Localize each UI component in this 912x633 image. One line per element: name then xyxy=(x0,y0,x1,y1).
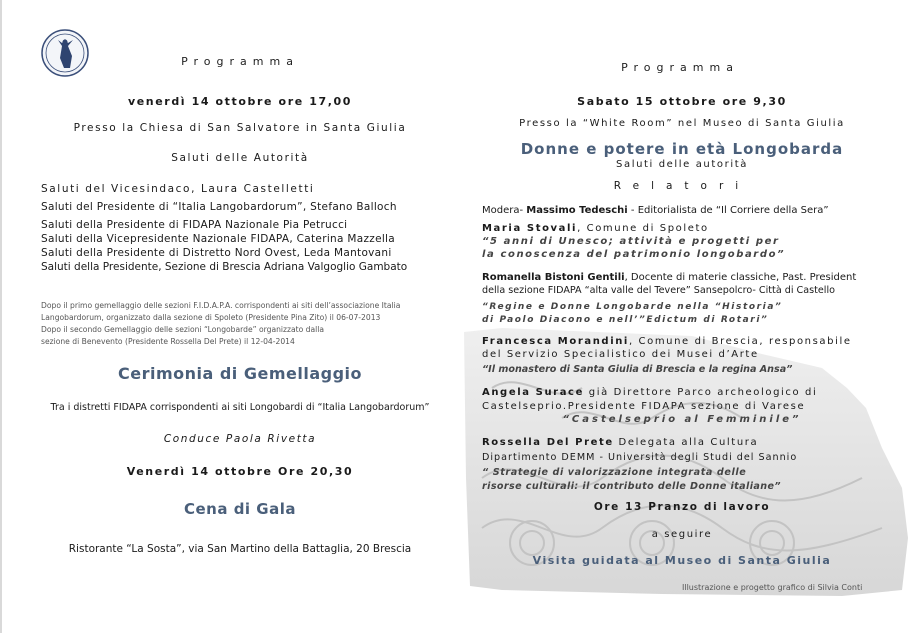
right-venue: Presso la “White Room” nel Museo di Santa Giulia xyxy=(519,118,845,129)
left-venue: Presso la Chiesa di San Salvatore in Santa Giulia xyxy=(73,122,407,134)
speaker-role-line: della sezione FIDAPA “alta valle del Tevere” Sansepolcro- Città di Castello xyxy=(482,285,835,296)
right-heading: Programma xyxy=(621,61,739,74)
ceremony-subtitle: Tra i distretti FIDAPA corrispondenti ai siti Longobardi di “Italia Langobardorum” xyxy=(50,402,430,413)
lunch: Ore 13 Pranzo di lavoro xyxy=(593,501,771,513)
speaker-name: Angela Surace xyxy=(482,387,584,398)
moderator-name: Massimo Tedeschi xyxy=(526,205,628,216)
ceremony-title: Cerimonia di Gemellaggio xyxy=(117,364,363,383)
saluti-line: Saluti della Presidente di Distretto Nord Ovest, Leda Mantovani xyxy=(41,247,392,259)
speaker-role-line: del Servizio Specialistico dei Musei d’Arte xyxy=(482,349,759,360)
credits: Illustrazione e progetto grafico di Silvia Conti xyxy=(682,583,863,592)
speaker-name: Francesca Morandini xyxy=(482,336,629,347)
talk-title: “Regine e Donne Longobarde nella “Historia” xyxy=(482,302,783,312)
restaurant: Ristorante “La Sosta”, via San Martino della Battaglia, 20 Brescia xyxy=(68,543,412,555)
speaker-role-line: Castelseprio.Presidente FIDAPA sezione di Varese xyxy=(482,401,806,412)
presenter: Conduce Paola Rivetta xyxy=(163,433,317,445)
talk-title: “5 anni di Unesco; attività e progetti per xyxy=(482,236,780,247)
saluti-line: Saluti della Presidente di FIDAPA Nazionale Pia Petrucci xyxy=(41,219,348,231)
saluti-line: Saluti del Presidente di “Italia Langobardorum”, Stefano Balloch xyxy=(41,201,397,213)
speaker-role: , Docente di materie classiche, Past. President xyxy=(624,272,857,283)
a-seguire: a seguire xyxy=(651,529,713,540)
speaker-line xyxy=(482,223,709,234)
talk-title: la conoscenza del patrimonio longobardo” xyxy=(482,249,786,260)
speaker-role: , Comune di Brescia, responsabile xyxy=(628,336,852,347)
emblem-icon xyxy=(40,28,90,78)
gala-date: Venerdì 14 ottobre Ore 20,30 xyxy=(126,465,354,478)
note-line: sezione di Benevento (Presidente Rossella Del Prete) il 12-04-2014 xyxy=(41,337,295,346)
speaker-role: Delegata alla Cultura xyxy=(613,437,759,448)
speaker-line xyxy=(482,272,856,283)
saluti-line: Saluti della Presidente, Sezione di Brescia Adriana Valgoglio Gambato xyxy=(41,261,408,273)
right-date: Sabato 15 ottobre ore 9,30 xyxy=(577,95,787,108)
talk-title: “Il monastero di Santa Giulia di Brescia e la regina Ansa” xyxy=(482,364,793,375)
speaker-line xyxy=(482,387,817,398)
speaker-line xyxy=(482,336,852,347)
note-line: Dopo il primo gemellaggio delle sezioni F.I.D.A.P.A. corrispondenti ai siti dell’associazione Italia xyxy=(41,301,401,310)
speaker-name: Rossella Del Prete xyxy=(482,437,614,448)
speaker-role: già Direttore Parco archeologico di xyxy=(583,387,818,398)
moderator xyxy=(482,205,829,216)
speaker-name: Romanella Bistoni Gentili xyxy=(482,272,625,283)
talk-title: di Paolo Diacono e nell’”Edictum di Rotari” xyxy=(482,315,769,325)
left-edge xyxy=(0,0,2,633)
gala-title: Cena di Gala xyxy=(183,500,296,518)
talk-title: “ Strategie di valorizzazione integrata delle xyxy=(482,467,747,478)
left-heading: Programma xyxy=(181,55,299,68)
moderator-role: - Editorialista de “Il Corriere della Sera” xyxy=(627,205,829,216)
speaker-name: Maria Stovali xyxy=(482,223,578,234)
speaker-line xyxy=(482,437,758,448)
left-date: venerdì 14 ottobre ore 17,00 xyxy=(127,95,353,108)
guided-visit: Visita guidata al Museo di Santa Giulia xyxy=(532,554,832,567)
speaker-role: , Comune di Spoleto xyxy=(577,223,709,234)
talk-title: “Castelseprio al Femminile” xyxy=(562,414,802,425)
saluti-line: Saluti del Vicesindaco, Laura Castelletti xyxy=(41,183,315,195)
event-title: Donne e potere in età Longobarda xyxy=(520,140,844,158)
note-line: Langobardorum, organizzato dalla sezione di Spoleto (Presidente Pina Zito) il 06-07-2013 xyxy=(41,313,381,322)
speakers-heading: Relatori xyxy=(613,180,751,192)
left-greetings: Saluti delle Autorità xyxy=(171,152,309,164)
note-line: Dopo il secondo Gemellaggio delle sezioni “Longobarde” organizzato dalla xyxy=(41,325,325,334)
saluti-line: Saluti della Vicepresidente Nazionale FIDAPA, Caterina Mazzella xyxy=(41,233,396,245)
moderator-prefix: Modera- xyxy=(482,205,527,216)
right-greetings: Saluti delle autorità xyxy=(616,159,748,170)
speaker-role-line: Dipartimento DEMM - Università degli Studi del Sannio xyxy=(482,452,798,463)
talk-title: risorse culturali: il contributo delle Donne italiane” xyxy=(482,481,782,492)
